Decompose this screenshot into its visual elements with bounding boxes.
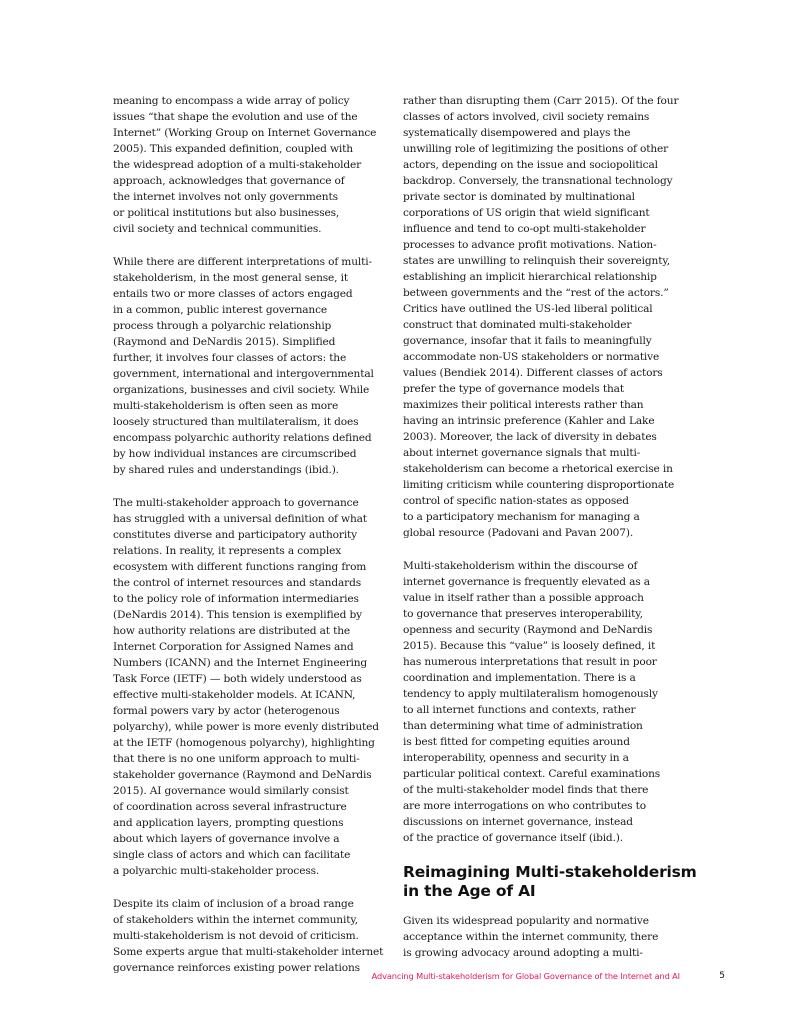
text-line: values (Bendiek 2014). Different classes of actors [403, 367, 663, 379]
text-line: Given its widespread popularity and normative [403, 915, 649, 927]
text-line: the control of internet resources and standards [113, 577, 361, 589]
text-line: openness and security (Raymond and DeNardis [403, 624, 653, 636]
text-line: Task Force (IETF) — both widely understood as [113, 673, 362, 685]
text-line: 2015). Because this “value” is loosely defined, it [403, 640, 656, 652]
text-line: to governance that preserves interoperability, [403, 608, 643, 620]
text-line: discussions on internet governance, instead [403, 816, 633, 828]
footer-title: Advancing Multi-stakeholderism for Global Governance of the Internet and AI [371, 971, 680, 981]
left-paragraph-3 [113, 495, 388, 879]
heading-line: in the Age of AI [403, 882, 536, 900]
page-number: 5 [719, 971, 725, 981]
text-line: The multi-stakeholder approach to governance [113, 497, 359, 509]
right-paragraph-3 [403, 913, 683, 961]
page-footer [300, 969, 725, 983]
text-line: (Raymond and DeNardis 2015). Simplified [113, 336, 336, 348]
right-paragraph-2 [403, 558, 683, 846]
text-line: meaning to encompass a wide array of policy [113, 95, 350, 107]
text-line: governance, insofar that it fails to meaningfully [403, 335, 652, 347]
text-line: loosely structured than multilateralism, it does [113, 416, 359, 428]
text-line: between governments and the “rest of the actors.” [403, 287, 669, 299]
text-line: value in itself rather than a possible approach [403, 592, 644, 604]
text-line: about which layers of governance involve a [113, 833, 340, 845]
text-line: 2003). Moreover, the lack of diversity in debates [403, 431, 657, 443]
text-line: of the multi-stakeholder model finds that there [403, 784, 649, 796]
text-line: having an intrinsic preference (Kahler and Lake [403, 415, 655, 427]
text-line: limiting criticism while countering disproportionate [403, 479, 675, 491]
text-line: interoperability, openness and security in a [403, 752, 629, 764]
text-line: acceptance within the internet community, there [403, 931, 659, 943]
text-line: classes of actors involved, civil society remains [403, 111, 650, 123]
text-line: relations. In reality, it represents a complex [113, 545, 342, 557]
text-line: private sector is dominated by multinational [403, 191, 635, 203]
right-paragraph-1 [403, 93, 683, 541]
text-line: 2015). AI governance would similarly consist [113, 785, 349, 797]
text-line: of the practice of governance itself (ibid.). [403, 832, 623, 844]
text-line: tendency to apply multilateralism homogenously [403, 688, 658, 700]
text-line: multi-stakeholderism is often seen as more [113, 400, 339, 412]
text-line: formal powers vary by actor (heterogenous [113, 705, 340, 717]
text-line: further, it involves four classes of actors: the [113, 352, 347, 364]
text-line: organizations, businesses and civil society. While [113, 384, 370, 396]
text-line: multi-stakeholderism is not devoid of criticism. [113, 930, 359, 942]
text-line: (DeNardis 2014). This tension is exemplified by [113, 609, 362, 621]
text-line: to the policy role of information intermediaries [113, 593, 359, 605]
text-line: global resource (Padovani and Pavan 2007). [403, 527, 634, 539]
text-line: of stakeholders within the internet community, [113, 914, 358, 926]
text-line: Critics have outlined the US-led liberal political [403, 303, 653, 315]
text-line: by how individual instances are circumscribed [113, 448, 357, 460]
text-line: stakeholder governance (Raymond and DeNardis [113, 769, 372, 781]
text-line: 2005). This expanded definition, coupled with [113, 143, 353, 155]
text-line: maximizes their political interests rather than [403, 399, 644, 411]
left-paragraph-2 [113, 254, 388, 478]
text-line: process through a polyarchic relationship [113, 320, 332, 332]
text-line: in a common, public interest governance [113, 304, 327, 316]
text-line: or political institutions but also businesses, [113, 207, 340, 219]
text-line: of coordination across several infrastructure [113, 801, 347, 813]
text-line: influence and tend to co-opt multi-stakeholder [403, 223, 646, 235]
text-line: particular political context. Careful examinations [403, 768, 661, 780]
text-line: Multi-stakeholderism within the discourse of [403, 560, 638, 572]
text-line: coordination and implementation. There is a [403, 672, 636, 684]
text-line: construct that dominated multi-stakeholder [403, 319, 632, 331]
text-line: effective multi-stakeholder models. At ICANN, [113, 689, 356, 701]
text-line: has struggled with a universal definition of what [113, 513, 367, 525]
text-line: than determining what time of administration [403, 720, 643, 732]
text-line: that there is no one uniform approach to multi- [113, 753, 360, 765]
text-line: stakeholderism can become a rhetorical exercise in [403, 463, 673, 475]
text-line: states are unwilling to relinquish their sovereignty, [403, 255, 670, 267]
text-line: systematically disempowered and plays the [403, 127, 631, 139]
text-line: establishing an implicit hierarchical relationship [403, 271, 657, 283]
text-line: constitutes diverse and participatory authority [113, 529, 357, 541]
text-line: is growing advocacy around adopting a multi- [403, 947, 643, 959]
text-line: stakeholderism, in the most general sense, it [113, 272, 348, 284]
text-line: single class of actors and which can facilitate [113, 849, 351, 861]
left-paragraph-1 [113, 93, 388, 237]
text-line: control of specific nation-states as opposed [403, 495, 629, 507]
text-line: is best fitted for competing equities around [403, 736, 630, 748]
text-line: at the IETF (homogenous polyarchy), highlighting [113, 737, 375, 749]
text-line: to all internet functions and contexts, rather [403, 704, 636, 716]
text-line: how authority relations are distributed at the [113, 625, 350, 637]
left-column [113, 93, 388, 993]
text-line: While there are different interpretations of multi- [113, 256, 372, 268]
text-line: Internet Corporation for Assigned Names and [113, 641, 354, 653]
text-line: unwilling role of legitimizing the positions of other [403, 143, 669, 155]
text-line: Despite its claim of inclusion of a broad range [113, 898, 354, 910]
text-line: prefer the type of governance models that [403, 383, 624, 395]
text-line: civil society and technical communities. [113, 223, 322, 235]
text-line: a polyarchic multi-stakeholder process. [113, 865, 320, 877]
text-line: the internet involves not only governments [113, 191, 338, 203]
text-line: by shared rules and understandings (ibid.). [113, 464, 339, 476]
text-line: Some experts argue that multi-stakeholder internet [113, 946, 384, 958]
left-paragraph-4 [113, 896, 388, 976]
text-line: ecosystem with different functions ranging from [113, 561, 367, 573]
text-line: approach, acknowledges that governance of [113, 175, 345, 187]
text-line: has numerous interpretations that result in poor [403, 656, 657, 668]
text-line: issues “that shape the evolution and use of the [113, 111, 358, 123]
text-line: the widespread adoption of a multi-stakeholder [113, 159, 362, 171]
text-line: are more interrogations on who contributes to [403, 800, 646, 812]
text-line: backdrop. Conversely, the transnational technology [403, 175, 673, 187]
text-line: government, international and intergovernmental [113, 368, 374, 380]
text-line: Internet” (Working Group on Internet Governance [113, 127, 377, 139]
text-line: processes to advance profit motivations. Nation- [403, 239, 657, 251]
text-line: internet governance is frequently elevated as a [403, 576, 650, 588]
text-line: to a participatory mechanism for managing a [403, 511, 640, 523]
text-line: entails two or more classes of actors engaged [113, 288, 353, 300]
text-line: actors, depending on the issue and sociopolitical [403, 159, 658, 171]
text-line: accommodate non-US stakeholders or normative [403, 351, 660, 363]
section-heading [403, 863, 697, 901]
text-line: encompass polyarchic authority relations defined [113, 432, 372, 444]
text-line: governance reinforces existing power relations [113, 962, 360, 974]
text-line: corporations of US origin that wield significant [403, 207, 650, 219]
text-line: about internet governance signals that multi- [403, 447, 641, 459]
heading-line: Reimagining Multi-stakeholderism [403, 863, 697, 881]
text-line: polyarchy), while power is more evenly distributed [113, 721, 379, 733]
text-line: Numbers (ICANN) and the Internet Engineering [113, 657, 368, 669]
text-line: and application layers, prompting questions [113, 817, 344, 829]
right-column [403, 93, 697, 978]
text-line: rather than disrupting them (Carr 2015). Of the four [403, 95, 679, 107]
